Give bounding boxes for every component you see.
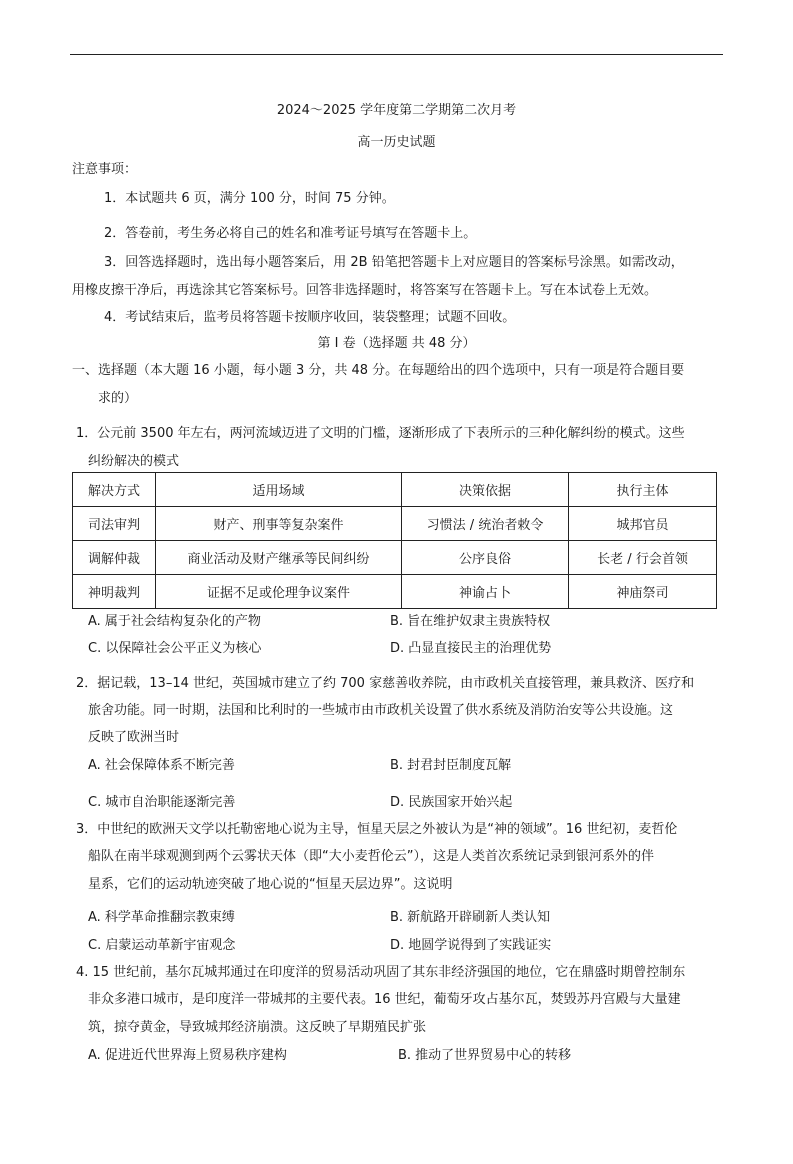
table-cell: 神谕占卜	[402, 575, 569, 609]
q4-option-b: B. 推动了世界贸易中心的转移	[398, 1048, 572, 1063]
table-cell: 证据不足或伦理争议案件	[156, 575, 402, 609]
note-3-line2: 用橡皮擦干净后，再选涂其它答案标号。回答非选择题时，将答案写在答题卡上。写在本试卷上无效。	[72, 283, 658, 298]
table-row	[73, 575, 717, 609]
table-cell: 长老 / 行会首领	[569, 541, 717, 575]
exam-title: 2024～2025 学年度第二学期第二次月考	[276, 103, 517, 118]
table-cell: 城邦官员	[569, 507, 717, 541]
table-cell: 习惯法 / 统治者敕令	[402, 507, 569, 541]
table-header: 解决方式	[73, 473, 156, 507]
q3-option-d: D. 地圆学说得到了实践证实	[390, 938, 552, 953]
section-intro-line1: 一、选择题（本大题 16 小题，每小题 3 分，共 48 分。在每题给出的四个选项中，只有一项是符合题目要	[72, 363, 685, 378]
q4-stem-line3: 筑，掠夺黄金，导致城邦经济崩溃。这反映了早期殖民扩张	[88, 1020, 427, 1035]
note-1: 1．本试题共 6 页，满分 100 分，时间 75 分钟。	[104, 191, 395, 206]
q2-stem-line2: 旅舍功能。同一时期，法国和比利时的一些城市由市政机关设置了供水系统及消防治安等公共设施。这	[88, 703, 674, 718]
table-cell: 调解仲裁	[73, 541, 156, 575]
q1-option-d: D. 凸显直接民主的治理优势	[390, 641, 552, 656]
q2-option-a: A. 社会保障体系不断完善	[88, 758, 235, 773]
table-row	[73, 541, 717, 575]
table-header-row	[73, 473, 717, 507]
table-row	[73, 507, 717, 541]
q1-stem-line2: 纠纷解决的模式	[88, 454, 180, 469]
q3-stem-line3: 星系，它们的运动轨迹突破了地心说的“恒星天层边界”。这说明	[88, 877, 453, 892]
table-cell: 神庙祭司	[569, 575, 717, 609]
q2-stem-line1: 2．据记载，13–14 世纪，英国城市建立了约 700 家慈善收养院，由市政机关直接管理，兼具救济、医疗和	[76, 676, 695, 691]
note-2: 2．答卷前，考生务必将自己的姓名和准考证号填写在答题卡上。	[104, 226, 477, 241]
q3-option-b: B. 新航路开辟刷新人类认知	[390, 910, 551, 925]
q1-option-a: A. 属于社会结构复杂化的产物	[88, 614, 261, 629]
q2-option-c: C. 城市自治职能逐渐完善	[88, 795, 236, 810]
note-4: 4．考试结束后，监考员将答题卡按顺序收回，装袋整理；试题不回收。	[104, 310, 516, 325]
q1-option-c: C. 以保障社会公平正义为核心	[88, 641, 262, 656]
q1-option-b: B. 旨在维护奴隶主贵族特权	[390, 614, 551, 629]
table-cell: 财产、刑事等复杂案件	[156, 507, 402, 541]
table-cell: 司法审判	[73, 507, 156, 541]
q3-stem-line1: 3．中世纪的欧洲天文学以托勒密地心说为主导，恒星天层之外被认为是“神的领域”。16 世纪初，麦哲伦	[76, 822, 678, 837]
q1-stem-line1: 1．公元前 3500 年左右，两河流域迈进了文明的门槛，逐渐形成了下表所示的三种化解纠纷的模式。这些	[76, 426, 685, 441]
q3-option-c: C. 启蒙运动革新宇宙观念	[88, 938, 236, 953]
table-cell: 公序良俗	[402, 541, 569, 575]
table-header: 执行主体	[569, 473, 717, 507]
part1-title: 第 Ⅰ 卷（选择题 共 48 分）	[317, 336, 476, 351]
table-header: 决策依据	[402, 473, 569, 507]
table-cell: 神明裁判	[73, 575, 156, 609]
exam-subtitle: 高一历史试题	[357, 135, 436, 150]
top-rule	[70, 54, 723, 55]
q2-stem-line3: 反映了欧洲当时	[88, 730, 180, 745]
q2-option-d: D. 民族国家开始兴起	[390, 795, 513, 810]
note-3-line1: 3．回答选择题时，选出每小题答案后，用 2B 铅笔把答题卡上对应题目的答案标号涂黑。如需改动，	[104, 255, 684, 270]
table-cell: 商业活动及财产继承等民间纠纷	[156, 541, 402, 575]
q4-stem-line2: 非众多港口城市，是印度洋一带城邦的主要代表。16 世纪，葡萄牙攻占基尔瓦，焚毁苏丹宫殿与大量建	[88, 992, 681, 1007]
q2-option-b: B. 封君封臣制度瓦解	[390, 758, 512, 773]
q3-stem-line2: 船队在南半球观测到两个云雾状天体（即“大小麦哲伦云”），这是人类首次系统记录到银河系外的伴	[88, 849, 654, 864]
q4-stem-line1: 4. 15 世纪前，基尔瓦城邦通过在印度洋的贸易活动巩固了其东非经济强国的地位，它在鼎盛时期曾控制东	[76, 965, 686, 980]
table-header: 适用场域	[156, 473, 402, 507]
q4-option-a: A. 促进近代世界海上贸易秩序建构	[88, 1048, 287, 1063]
q1-table	[72, 472, 717, 609]
section-intro-line2: 求的）	[98, 391, 138, 406]
q3-option-a: A. 科学革命推翻宗教束缚	[88, 910, 235, 925]
notes-heading: 注意事项：	[72, 162, 138, 177]
